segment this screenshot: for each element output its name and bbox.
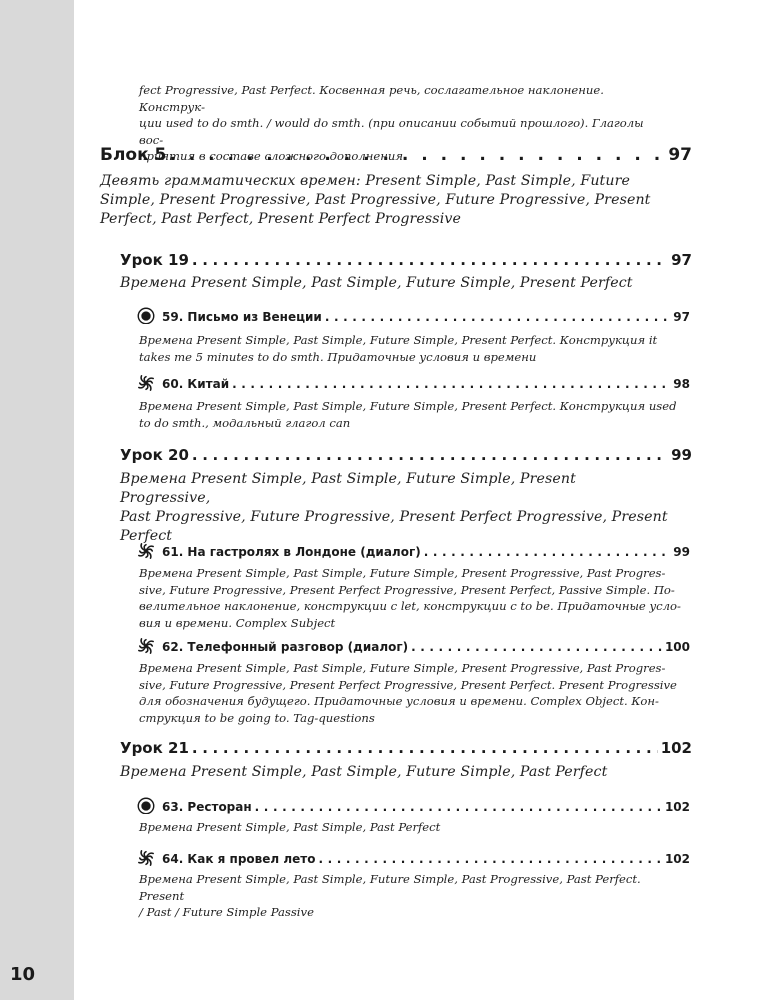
- dot-leader: [424, 545, 671, 559]
- description-line: Времена Present Simple, Past Simple, Future Simple, Present Perfect. Конструкция used: [139, 399, 677, 413]
- swirl-icon: [137, 849, 155, 866]
- swirl-icon: [137, 374, 155, 391]
- description-line: Девять грамматических времен: Present Simple, Past Simple, Future: [100, 173, 630, 189]
- text-title: 61. На гастролях в Лондоне (диалог): [162, 545, 421, 559]
- toc-block-5[interactable]: [100, 145, 692, 165]
- dot-leader: [255, 800, 662, 814]
- description-line: / Past / Future Simple Passive: [139, 905, 314, 919]
- text-title: 64. Как я провел лето: [162, 852, 316, 866]
- description-line: Времена Present Simple, Past Simple, Future Simple, Present Progressive, Past Progres-: [139, 566, 666, 580]
- description-line: Времена Present Simple, Past Simple, Future Simple, Present Progressive, Past Progres-: [139, 661, 666, 675]
- toc-text-62[interactable]: [137, 633, 690, 654]
- dot-leader: [319, 852, 662, 866]
- description-line: to do smth., модальный глагол can: [139, 415, 351, 430]
- lesson-title: Урок 20: [120, 446, 189, 464]
- lesson-description: [120, 763, 680, 782]
- text-description: [139, 660, 681, 726]
- text-description: [139, 819, 679, 836]
- lesson-page: 97: [671, 251, 692, 269]
- text-title: 59. Письмо из Венеции: [162, 310, 322, 324]
- description-line: велительное наклонение, конструкции с let, конструкции с to be. Придаточные усло-: [139, 599, 681, 613]
- description-line: Времена Present Simple, Past Simple, Future Simple, Past Perfect: [120, 764, 608, 780]
- lesson-description: [120, 470, 668, 546]
- dot-leader: [169, 145, 665, 165]
- description-line: вия и времени. Complex Subject: [139, 615, 336, 630]
- block-title: Блок 5: [100, 145, 167, 165]
- description-line: takes me 5 minutes to do smth. Придаточные условия и времени: [139, 349, 537, 364]
- description-line: струкция to be going to. Tag-questions: [139, 710, 375, 725]
- text-title: 60. Китай: [162, 377, 230, 391]
- text-page: 99: [673, 545, 690, 559]
- description-line: приятия в составе сложного дополнения: [139, 149, 404, 163]
- block-description: [100, 172, 660, 229]
- text-description: [139, 565, 681, 631]
- text-description: [139, 871, 681, 921]
- lesson-page: 102: [660, 739, 692, 757]
- description-line: sive, Future Progressive, Present Perfect Progressive, Present Perfect, Passive Simple. По-: [139, 582, 675, 597]
- block-page: 97: [668, 145, 692, 165]
- text-title: 62. Телефонный разговор (диалог): [162, 640, 409, 654]
- toc-text-61[interactable]: [137, 538, 690, 559]
- dot-leader: [192, 446, 668, 464]
- description-line: Времена Present Simple, Past Simple, Past Perfect: [139, 820, 441, 834]
- dot-leader: [192, 251, 668, 269]
- description-line: для обозначения будущего. Придаточные условия и времени. Complex Object. Кон-: [139, 694, 659, 708]
- text-page: 102: [664, 852, 690, 866]
- dot-leader: [232, 377, 670, 391]
- toc-lesson-20[interactable]: [120, 446, 692, 464]
- toc-text-59[interactable]: [137, 303, 690, 324]
- page-number: 10: [10, 964, 36, 985]
- text-page: 97: [673, 310, 690, 324]
- lesson-title: Урок 21: [120, 739, 189, 757]
- text-page: 98: [673, 377, 690, 391]
- description-line: sive, Future Progressive, Present Perfect Progressive, Present Perfect. Present Progressive: [139, 677, 677, 692]
- description-line: fect Progressive, Past Perfect. Косвенная речь, сослагательное наклонение. Конструк-: [139, 83, 604, 114]
- dot-leader: [325, 310, 670, 324]
- text-title: 63. Ресторан: [162, 800, 252, 814]
- description-line: Времена Present Simple, Past Simple, Future Simple, Present Perfect. Конструкция it: [139, 333, 658, 347]
- disc-icon: [137, 307, 155, 324]
- description-line: Perfect: [120, 528, 173, 544]
- lesson-page: 99: [671, 446, 692, 464]
- lesson-title: Урок 19: [120, 251, 189, 269]
- description-line: Времена Present Simple, Past Simple, Future Simple, Past Progressive, Past Perfect. Present: [139, 872, 641, 903]
- dot-leader: [411, 640, 662, 654]
- text-page: 102: [664, 800, 690, 814]
- swirl-icon: [137, 542, 155, 559]
- toc-text-63[interactable]: [137, 793, 690, 814]
- disc-icon: [137, 797, 155, 814]
- lesson-description: [120, 274, 680, 293]
- toc-text-60[interactable]: [137, 370, 690, 391]
- description-line: Времена Present Simple, Past Simple, Future Simple, Present Progressive,: [120, 471, 576, 506]
- text-description: [139, 398, 679, 431]
- toc-lesson-19[interactable]: [120, 251, 692, 269]
- description-line: Времена Present Simple, Past Simple, Future Simple, Present Perfect: [120, 275, 633, 291]
- swirl-icon: [137, 637, 155, 654]
- description-line: Perfect, Past Perfect, Present Perfect Progressive: [100, 211, 461, 227]
- text-description: [139, 332, 679, 365]
- toc-text-64[interactable]: [137, 845, 690, 866]
- description-line: Past Progressive, Future Progressive, Present Perfect Progressive, Present: [120, 509, 668, 525]
- toc-lesson-21[interactable]: [120, 739, 692, 757]
- dot-leader: [192, 739, 658, 757]
- description-line: Simple, Present Progressive, Past Progressive, Future Progressive, Present: [100, 192, 651, 208]
- text-page: 100: [664, 640, 690, 654]
- description-line: ции used to do smth. / would do smth. (при описании событий прошлого). Глаголы вос-: [139, 116, 644, 147]
